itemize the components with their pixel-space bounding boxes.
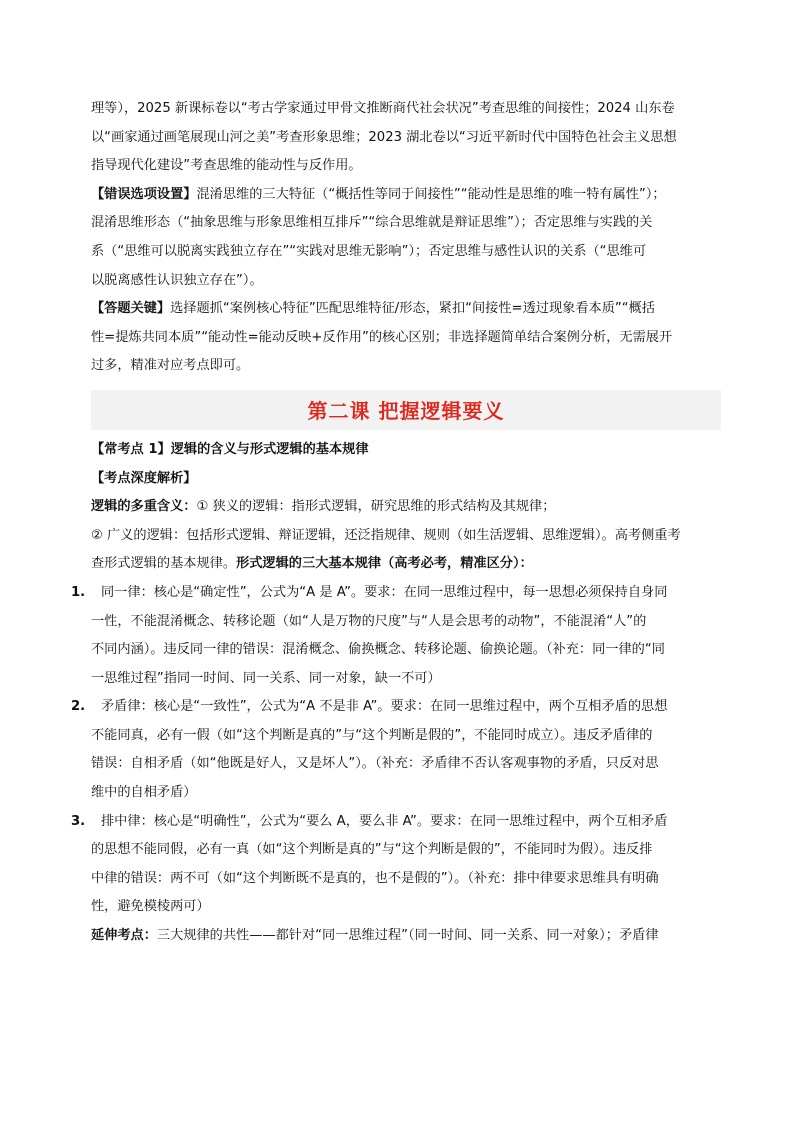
wrong-options-label: 【错误选项设置】: [91, 186, 197, 202]
kaodian-heading: 【常考点 1】逻辑的含义与形式逻辑的基本规律: [91, 441, 369, 457]
text-line: 不能同真，必有一假（如“这个判断是真的”与“这个判断是假的”，不能同时成立）。违反矛盾律的: [91, 727, 653, 743]
text-line: 中律的错误：两不可（如“这个判断既不是真的，也不是假的”）。（补充：排中律要求思维具有明确: [91, 870, 659, 886]
text-line: 三大规律的共性——都针对“同一思维过程”（同一时间、同一关系、同一对象）；矛盾律: [156, 928, 659, 944]
text-line: 一思维过程”指同一时间、同一关系、同一对象，缺一不可）: [91, 670, 441, 686]
text-line: 过多，精准对应考点即可。: [91, 358, 250, 374]
text-line: 的思想不能同假，必有一真（如“这个判断是真的”与“这个判断是假的”，不能同时为假）。违反排: [91, 842, 653, 858]
text-line: 性=提炼共同本质”“能动性=能动反映+反作用”的核心区别；非选择题简单结合案例分析，无需展开: [91, 329, 673, 345]
text-line: 以“画家通过画笔展现山河之美”考查形象思维；2023 湖北卷以“习近平新时代中国特色社会主义思想: [91, 129, 677, 145]
list-number: 3.: [71, 813, 86, 829]
text-line: 理等），2025 新课标卷以“考古学家通过甲骨文推断商代社会状况”考查思维的间接性；2024 山东卷: [91, 101, 675, 116]
list-number: 1.: [71, 584, 86, 600]
law-name: 排中律: [101, 813, 141, 829]
law-item-contradiction: [71, 693, 721, 722]
text-line: ① 狭义的逻辑：指形式逻辑，研究思维的形式结构及其规律；: [196, 499, 556, 515]
text-line: ：核心是“明确性”，公式为“要么 A，要么非 A”。要求：在同一思维过程中，两个互相矛盾: [140, 813, 668, 829]
lesson-title-bar: [91, 390, 721, 430]
extension-label: 延伸考点：: [91, 928, 157, 944]
text-line: ：核心是“一致性”，公式为“A 不是非 A”。要求：在同一思维过程中，两个互相矛盾的思想: [140, 699, 668, 715]
intro-paragraph: [91, 95, 721, 181]
document-page: [71, 95, 721, 951]
text-line: 系（“思维可以脱离实践独立存在”“实践对思维无影响”）；否定思维与感性认识的关系（“思维可: [91, 243, 647, 259]
law-name: 同一律: [101, 584, 141, 600]
list-number: 2.: [71, 699, 86, 715]
laws-intro: 形式逻辑的三大基本规律（高考必考，精准区分）：: [236, 556, 533, 572]
text-line: 以脱离感性认识独立存在”）。: [91, 272, 263, 288]
law-item-identity: [71, 579, 721, 608]
lesson-title: 第二课 把握逻辑要义: [307, 399, 505, 424]
text-line: 一性，不能混淆概念、转移论题（如“人是万物的尺度”与“人是会思考的动物”，不能混淆“人”的: [91, 613, 647, 629]
text-line: 性，避免模棱两可）: [91, 899, 210, 915]
law-name: 矛盾律: [101, 699, 141, 715]
text-line: 选择题抓“案例核心特征”匹配思维特征/形态，紧扣“间接性=透过现象看本质”“概括: [170, 301, 655, 317]
text-line: 混淆思维的三大特征（“概括性等同于间接性”“能动性是思维的唯一特有属性”）；: [196, 186, 666, 202]
answer-key-label: 【答题关键】: [91, 301, 171, 317]
law-item-excluded-middle: [71, 808, 721, 837]
answer-key-paragraph: [91, 295, 721, 381]
text-line: 维中的自相矛盾）: [91, 785, 197, 801]
meaning-label: 逻辑的多重含义：: [91, 499, 197, 515]
text-line: 查形式逻辑的基本规律。: [91, 556, 237, 572]
text-line: ：核心是“确定性”，公式为“A 是 A”。要求：在同一思维过程中，每一思想必须保持自身同: [140, 584, 668, 600]
wrong-options-paragraph: [91, 181, 721, 295]
text-line: 错误：自相矛盾（如“他既是好人，又是坏人”）。（补充：矛盾律不否认客观事物的矛盾，只反对思: [91, 756, 659, 772]
lesson-body: [71, 436, 721, 951]
text-line: 指导现代化建设”考查思维的能动性与反作用。: [91, 158, 362, 174]
text-line: ② 广义的逻辑：包括形式逻辑、辩证逻辑，还泛指规律、规则（如生活逻辑、思维逻辑）。高考侧重考: [91, 527, 681, 543]
analysis-heading: 【考点深度解析】: [91, 470, 197, 486]
text-line: 混淆思维形态（“抽象思维与形象思维相互排斥”“综合思维就是辩证思维”）；否定思维与实践的关: [91, 215, 653, 231]
text-line: 不同内涵）。违反同一律的错误：混淆概念、偷换概念、转移论题、偷换论题。（补充：同一律的“同: [91, 642, 665, 658]
